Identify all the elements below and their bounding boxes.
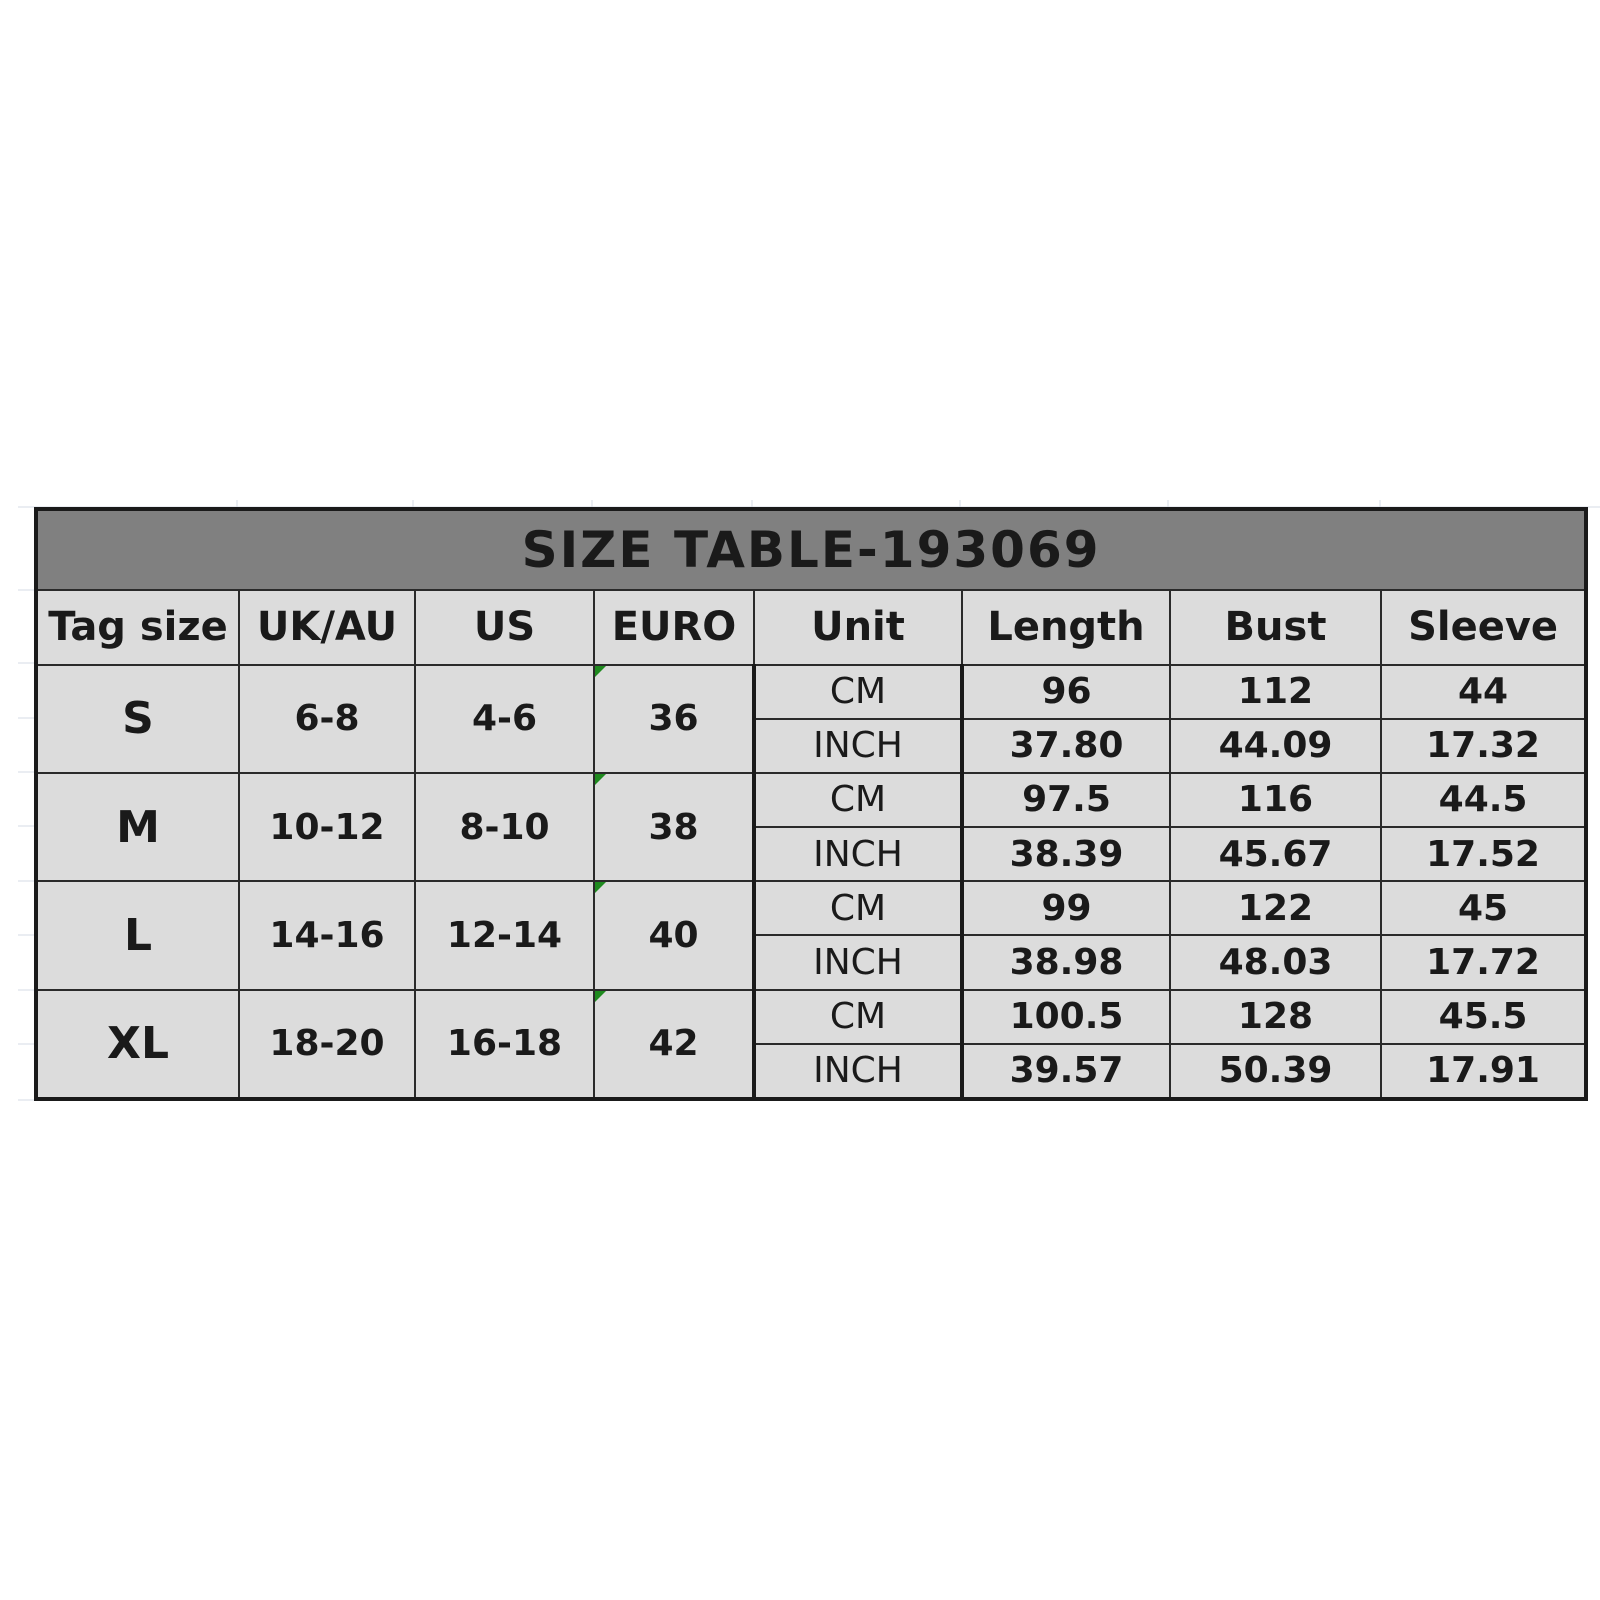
table-row — [36, 881, 1586, 935]
euro-value: 42 — [648, 1023, 699, 1065]
table-row — [36, 990, 1586, 1044]
length-cell: 96 — [962, 665, 1170, 719]
euro-cell — [594, 990, 754, 1099]
length-cell: 39.57 — [962, 1044, 1170, 1099]
euro-cell — [594, 881, 754, 989]
sleeve-cell: 17.72 — [1381, 935, 1586, 989]
length-cell: 37.80 — [962, 719, 1170, 773]
unit-cell: INCH — [754, 719, 962, 773]
length-cell: 99 — [962, 881, 1170, 935]
uk-au-cell: 6-8 — [239, 665, 415, 773]
us-cell: 12-14 — [415, 881, 594, 989]
bust-cell: 50.39 — [1170, 1044, 1381, 1099]
bust-cell: 45.67 — [1170, 827, 1381, 881]
euro-value: 36 — [648, 698, 699, 740]
header-length: Length — [962, 590, 1170, 664]
tag-size-cell: L — [36, 881, 239, 989]
unit-cell: INCH — [754, 827, 962, 881]
unit-cell: CM — [754, 773, 962, 827]
comment-indicator — [595, 882, 606, 893]
unit-cell: CM — [754, 665, 962, 719]
comment-indicator — [595, 991, 606, 1002]
header-us: US — [415, 590, 594, 664]
uk-au-cell: 10-12 — [239, 773, 415, 881]
euro-cell — [594, 773, 754, 881]
us-cell: 4-6 — [415, 665, 594, 773]
length-cell: 38.39 — [962, 827, 1170, 881]
sleeve-cell: 45.5 — [1381, 990, 1586, 1044]
length-cell: 100.5 — [962, 990, 1170, 1044]
unit-cell: CM — [754, 881, 962, 935]
unit-cell: CM — [754, 990, 962, 1044]
euro-cell — [594, 665, 754, 773]
unit-cell: INCH — [754, 1044, 962, 1099]
table-title: SIZE TABLE-193069 — [36, 509, 1586, 590]
bust-cell: 48.03 — [1170, 935, 1381, 989]
sleeve-cell: 44 — [1381, 665, 1586, 719]
uk-au-cell: 14-16 — [239, 881, 415, 989]
tag-size-cell: XL — [36, 990, 239, 1099]
header-sleeve: Sleeve — [1381, 590, 1586, 664]
comment-indicator — [595, 666, 606, 677]
header-euro: EURO — [594, 590, 754, 664]
header-unit: Unit — [754, 590, 962, 664]
unit-cell: INCH — [754, 935, 962, 989]
header-row — [36, 590, 1586, 664]
header-bust: Bust — [1170, 590, 1381, 664]
comment-indicator — [595, 774, 606, 785]
bust-cell: 116 — [1170, 773, 1381, 827]
length-cell: 97.5 — [962, 773, 1170, 827]
table-row — [36, 773, 1586, 827]
header-uk-au: UK/AU — [239, 590, 415, 664]
sleeve-cell: 44.5 — [1381, 773, 1586, 827]
table-row — [36, 665, 1586, 719]
uk-au-cell: 18-20 — [239, 990, 415, 1099]
size-table — [34, 507, 1588, 1101]
sleeve-cell: 17.91 — [1381, 1044, 1586, 1099]
sleeve-cell: 45 — [1381, 881, 1586, 935]
euro-value: 40 — [648, 914, 699, 956]
bust-cell: 122 — [1170, 881, 1381, 935]
euro-value: 38 — [648, 806, 699, 848]
sleeve-cell: 17.32 — [1381, 719, 1586, 773]
length-cell: 38.98 — [962, 935, 1170, 989]
bust-cell: 44.09 — [1170, 719, 1381, 773]
bust-cell: 128 — [1170, 990, 1381, 1044]
tag-size-cell: S — [36, 665, 239, 773]
tag-size-cell: M — [36, 773, 239, 881]
sleeve-cell: 17.52 — [1381, 827, 1586, 881]
header-tag-size: Tag size — [36, 590, 239, 664]
bust-cell: 112 — [1170, 665, 1381, 719]
us-cell: 8-10 — [415, 773, 594, 881]
us-cell: 16-18 — [415, 990, 594, 1099]
